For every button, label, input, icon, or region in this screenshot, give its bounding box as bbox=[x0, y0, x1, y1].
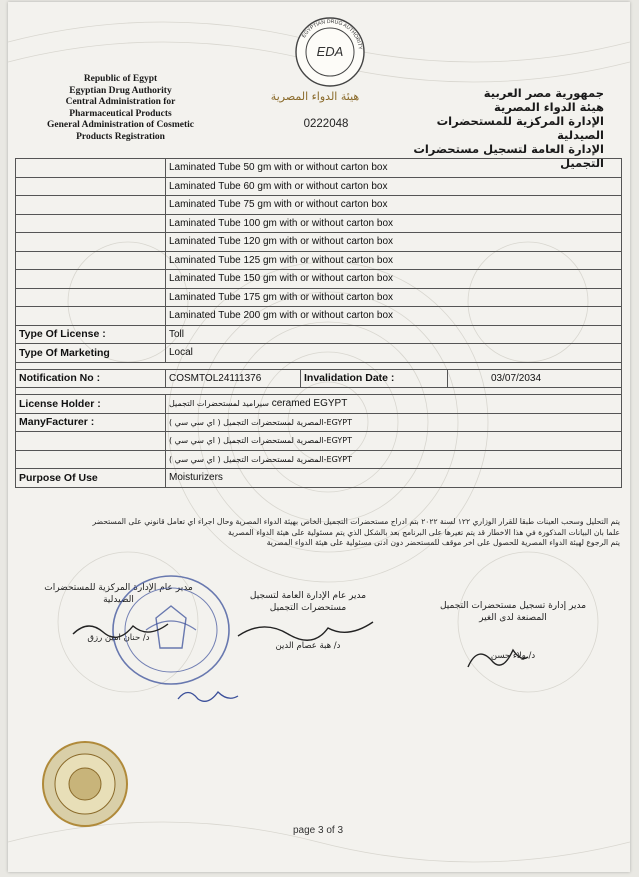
pack-cell: Laminated Tube 120 gm with or without carton box bbox=[166, 233, 622, 252]
manufacturer-label: ManyFacturer : bbox=[16, 413, 166, 432]
license-holder-value: سيراميد لمستحضرات التجميل ceramed EGYPT bbox=[166, 395, 622, 414]
table-row bbox=[16, 196, 622, 215]
certificate-page bbox=[8, 2, 630, 872]
table-row bbox=[16, 325, 622, 344]
pack-cell: Laminated Tube 175 gm with or without carton box bbox=[166, 288, 622, 307]
manufacturer-value: المصرية لمستحضرات التجميل ( اي سي سي )-EGYPT bbox=[166, 432, 622, 451]
table-row bbox=[16, 413, 622, 432]
purpose-label: Purpose Of Use bbox=[16, 469, 166, 488]
hologram-seal bbox=[40, 738, 130, 830]
eda-logo bbox=[292, 14, 368, 90]
header-arabic-authority: جمهورية مصر العربية هيئة الدواء المصرية الإدارة المركزية للمستحضرات الصيدلية الإدارة العامة لتسجيل مستحضرات التجميل bbox=[413, 86, 604, 170]
invalidation-label: Invalidation Date : bbox=[301, 369, 448, 388]
header-english-authority: Republic of Egypt Egyptian Drug Authority Central Administration for Pharmaceutical Products General Administration of Cosmetic Products Registration bbox=[47, 74, 194, 142]
table-row bbox=[16, 307, 622, 326]
table-row bbox=[16, 369, 622, 388]
manufacturer-value: المصرية لمستحضرات التجميل ( اي سي سي )-EGYPT bbox=[166, 450, 622, 469]
table-row bbox=[16, 450, 622, 469]
marketing-type-label: Type Of Marketing bbox=[16, 344, 166, 363]
svg-text:EDA: EDA bbox=[316, 44, 344, 59]
pack-cell: Laminated Tube 200 gm with or without carton box bbox=[166, 307, 622, 326]
invalidation-value: 03/07/2034 bbox=[448, 369, 622, 388]
marketing-type-value: Local bbox=[166, 344, 622, 363]
serial-number: 0222048 bbox=[303, 118, 349, 130]
notification-value: COSMTOL24111376 bbox=[166, 369, 301, 388]
license-holder-label: License Holder : bbox=[16, 395, 166, 414]
table-row bbox=[16, 214, 622, 233]
pack-cell: Laminated Tube 75 gm with or without carton box bbox=[166, 196, 622, 215]
table-row bbox=[16, 251, 622, 270]
legal-notes: يتم التحليل وسحب العينات طبقا للقرار الوزاري ١٢٢ لسنة ٢٠٢٢ بتم ادراج مستحضرات التجميل الخاص بهيئة الدواء المصرية وحال اجراء اي تعامل قانوني على المستحضر علما بان البيانات المذكورة في هذا الاخطار قد يتم تغيرها على البرنامج بعد بالشكل الذي يتم مسئولية على هيئة الدواء المصرية يتم الرجوع لهيئة الدواء المصرية للحصول على اخر موقف للمستحضر دون ادنى مسئولية على هيئة الدواء المصرية bbox=[92, 517, 620, 547]
registration-table bbox=[15, 158, 622, 488]
table-row bbox=[16, 469, 622, 488]
page-number: page 3 of 3 bbox=[292, 825, 344, 836]
signature-block-right: مدير إدارة تسجيل مستحضرات التجميل المصنعة لدى الغير د/ ولاء حسن bbox=[439, 601, 587, 661]
svg-text:EGYPTIAN DRUG AUTHORITY: EGYPTIAN DRUG AUTHORITY bbox=[301, 18, 363, 51]
notification-label: Notification No : bbox=[16, 369, 166, 388]
logo-arabic-name: هيئة الدواء المصرية bbox=[270, 90, 360, 103]
license-type-value: Toll bbox=[166, 325, 622, 344]
purpose-value: Moisturizers bbox=[166, 469, 622, 488]
official-round-stamp bbox=[106, 570, 236, 690]
table-row bbox=[16, 395, 622, 414]
signature-block-left: مدير عام الإدارة المركزية للمستحضرات الصيدلية د/ حنان امين رزق bbox=[44, 583, 193, 643]
table-row bbox=[16, 177, 622, 196]
manufacturer-value: المصرية لمستحضرات التجميل ( اي سي سي )-EGYPT bbox=[166, 413, 622, 432]
pack-cell: Laminated Tube 100 gm with or without carton box bbox=[166, 214, 622, 233]
table-row bbox=[16, 270, 622, 289]
pack-cell: Laminated Tube 50 gm with or without carton box bbox=[166, 159, 622, 178]
license-type-label: Type Of License : bbox=[16, 325, 166, 344]
table-row bbox=[16, 159, 622, 178]
pack-cell: Laminated Tube 60 gm with or without carton box bbox=[166, 177, 622, 196]
table-row bbox=[16, 288, 622, 307]
table-row bbox=[16, 432, 622, 451]
pack-cell: Laminated Tube 125 gm with or without carton box bbox=[166, 251, 622, 270]
table-row bbox=[16, 344, 622, 363]
table-row bbox=[16, 233, 622, 252]
signature-block-center: مدير عام الإدارة العامة لتسجيل مستحضرات التجميل د/ هبة عصام الدين bbox=[249, 591, 367, 651]
pack-cell: Laminated Tube 150 gm with or without carton box bbox=[166, 270, 622, 289]
